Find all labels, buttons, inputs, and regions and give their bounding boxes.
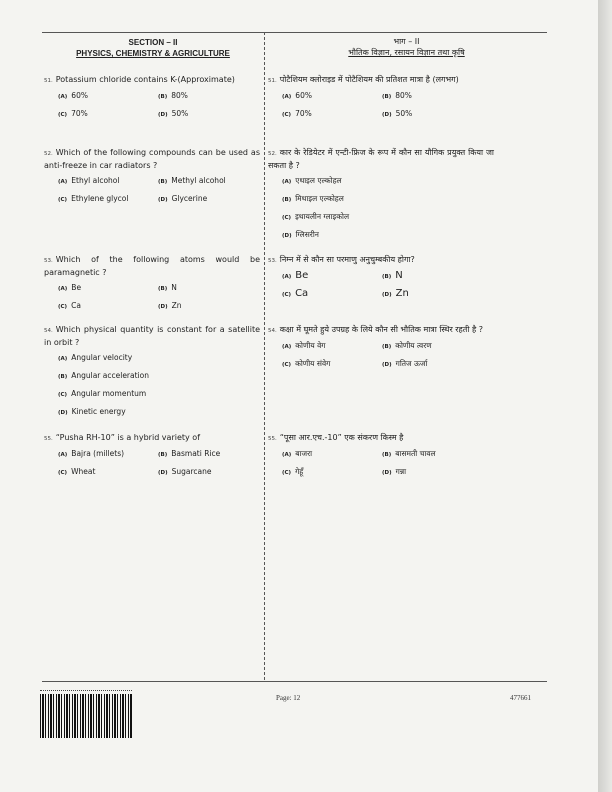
question-number: 53. [44, 258, 53, 264]
option-a: (A) बाजरा [282, 449, 313, 458]
question-number: 52. [268, 151, 277, 157]
question-52-hindi [268, 147, 494, 242]
question-55-english [44, 432, 260, 479]
question-text: “Pusha RH-10” is a hybrid variety of [55, 433, 201, 442]
option-c: (C) 70% [282, 109, 312, 118]
option-a: (A) 60% [58, 91, 88, 100]
question-number: 55. [44, 436, 53, 442]
question-52-english [44, 147, 260, 206]
option-d: (D) गन्ना [382, 467, 407, 476]
question-text: “पूसा आर.एच.-10” एक संकरण किस्म है [279, 433, 404, 442]
option-d: (D) Zn [158, 301, 182, 310]
question-number: 53. [268, 258, 277, 264]
option-c: (C) Wheat [58, 467, 96, 476]
option-c: (C) कोणीय संवेग [282, 359, 331, 368]
option-c: (C) Ethylene glycol [58, 194, 129, 203]
option-a: (A) Be [282, 270, 309, 281]
option-a: (A) Be [58, 283, 82, 292]
question-text: Which of the following compounds can be used as anti-freeze in car radiators ? [44, 148, 260, 170]
question-53-hindi [268, 254, 494, 301]
barcode [40, 694, 132, 738]
option-b: (B) कोणीय त्वरण [382, 341, 432, 350]
scan-edge [598, 0, 612, 792]
option-b: (B) Methyl alcohol [158, 176, 226, 185]
question-number: 51. [268, 78, 277, 84]
question-54-english [44, 324, 260, 419]
option-d: (D) 50% [158, 109, 189, 118]
question-number: 52. [44, 151, 53, 157]
page-number: Page: 12 [276, 694, 301, 702]
question-number: 54. [44, 328, 53, 334]
option-d: (D) Zn [382, 288, 409, 299]
option-c: (C) Angular momentum [58, 389, 147, 398]
question-text: Which physical quantity is constant for a satellite in orbit ? [44, 325, 260, 347]
option-b: (B) Angular acceleration [58, 371, 149, 380]
option-b: (B) N [158, 283, 177, 292]
section-title-english: SECTION – II [128, 38, 178, 47]
option-d: (D) ग्लिसरीन [282, 230, 319, 239]
option-b: (B) बासमती चावल [382, 449, 436, 458]
question-51-english [44, 74, 260, 121]
option-b: (B) मिथाइल एल्कोहल [282, 194, 344, 203]
question-55-hindi [268, 432, 494, 479]
barcode-dotted-rule [40, 690, 132, 692]
section-header-english [42, 37, 264, 59]
option-d: (D) Glycerine [158, 194, 208, 203]
option-a: (A) 60% [282, 91, 312, 100]
question-text: कार के रेडियेटर में एन्टी-फ्रिज के रूप में कौन सा यौगिक प्रयुक्त किया जा सकता है ? [268, 148, 494, 170]
option-a: (A) Angular velocity [58, 353, 133, 362]
option-d: (D) Sugarcane [158, 467, 212, 476]
paper-code: 477661 [510, 694, 531, 702]
option-b: (B) 80% [382, 91, 412, 100]
option-d: (D) गतिज ऊर्जा [382, 359, 428, 368]
subject-title-english: PHYSICS, CHEMISTRY & AGRICULTURE [76, 49, 230, 58]
question-text: पोटैशियम क्लोराइड में पोटैशियम की प्रतिशत मात्रा है (लगभग) [279, 75, 459, 84]
section-header-hindi [266, 36, 547, 58]
option-b: (B) 80% [158, 91, 188, 100]
question-number: 51. [44, 78, 53, 84]
question-number: 55. [268, 436, 277, 442]
option-d: (D) Kinetic energy [58, 407, 126, 416]
question-text: Potassium chloride contains K-(Approximate) [55, 75, 235, 84]
question-number: 54. [268, 328, 277, 334]
subject-title-hindi: भौतिक विज्ञान, रसायन विज्ञान तथा कृषि [348, 48, 465, 57]
option-c: (C) गेहूँ [282, 467, 304, 476]
question-51-hindi [268, 74, 494, 121]
option-a: (A) Ethyl alcohol [58, 176, 120, 185]
option-b: (B) N [382, 270, 403, 281]
question-54-hindi [268, 324, 494, 371]
question-text: Which of the following atoms would be paramagnetic ? [44, 255, 260, 277]
option-b: (B) Basmati Rice [158, 449, 221, 458]
option-c: (C) Ca [282, 288, 309, 299]
option-d: (D) 50% [382, 109, 413, 118]
option-a: (A) एथाइल एल्कोहल [282, 176, 342, 185]
section-title-hindi: भाग – II [393, 37, 420, 46]
option-c: (C) इथायलीन ग्लाइकोल [282, 212, 350, 221]
option-a: (A) Bajra (millets) [58, 449, 125, 458]
option-c: (C) 70% [58, 109, 88, 118]
option-c: (C) Ca [58, 301, 81, 310]
question-53-english [44, 254, 260, 313]
question-text: निम्न में से कौन सा परमाणु अनुचुम्बकीय होगा? [279, 255, 415, 264]
column-divider [264, 32, 265, 680]
option-a: (A) कोणीय वेग [282, 341, 326, 350]
question-text: कक्षा में घूमते हुये उपग्रह के लिये कौन सी भौतिक मात्रा स्थिर रहती है ? [279, 325, 484, 334]
